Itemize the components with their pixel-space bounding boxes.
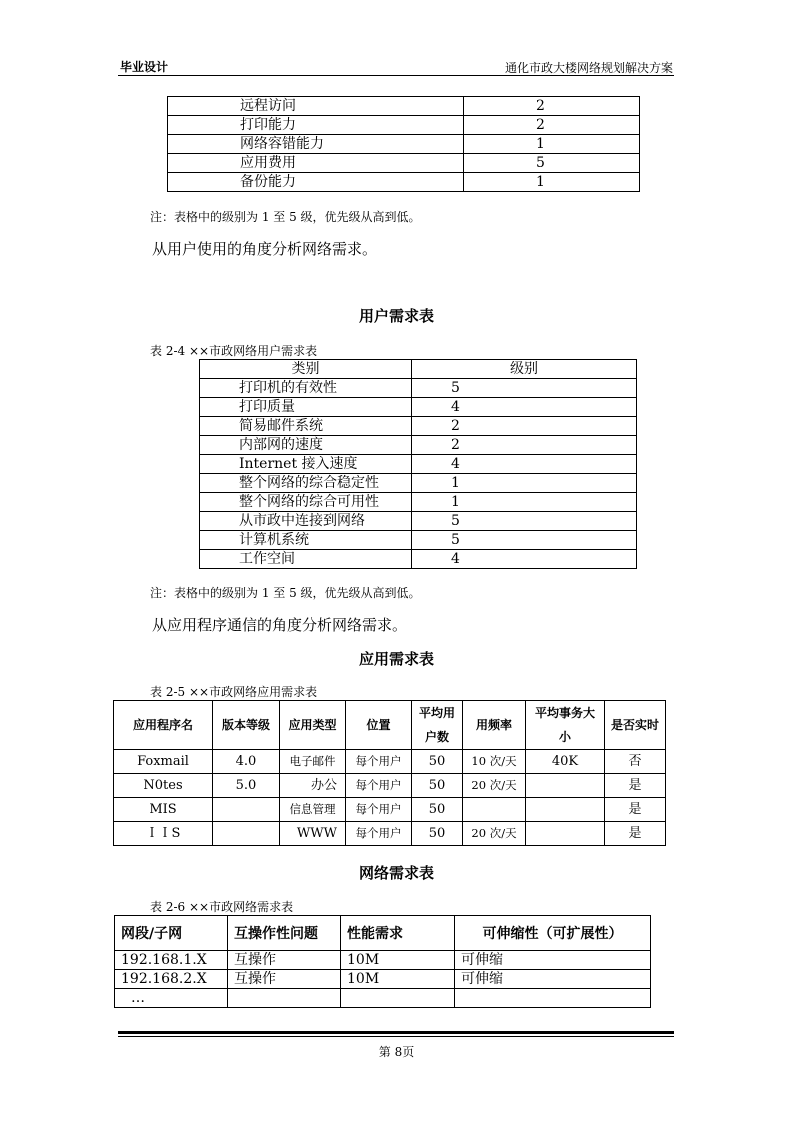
column-header: 性能需求 bbox=[341, 916, 455, 951]
table-cell: 50 bbox=[412, 798, 463, 822]
table-cell: 信息管理 bbox=[280, 798, 346, 822]
table-cell: 20 次/天 bbox=[463, 822, 526, 846]
table-cell: 简易邮件系统 bbox=[200, 417, 412, 436]
table-cell: Internet 接入速度 bbox=[200, 455, 412, 474]
table-caption-app: 表 2-5 ××市政网络应用需求表 bbox=[150, 685, 318, 699]
table-row bbox=[200, 379, 637, 398]
table-row bbox=[200, 417, 637, 436]
table-cell bbox=[526, 774, 605, 798]
column-header: 应用类型 bbox=[280, 701, 346, 750]
table-cell: 2 bbox=[412, 417, 637, 436]
requirements-table-continued bbox=[167, 96, 640, 192]
table-cell: N0tes bbox=[114, 774, 213, 798]
table-cell: 5 bbox=[412, 531, 637, 550]
table-cell: Foxmail bbox=[114, 750, 213, 774]
header-divider bbox=[118, 75, 674, 76]
column-header: 网段/子网 bbox=[115, 916, 228, 951]
table-cell: 2 bbox=[412, 436, 637, 455]
table-cell: 应用费用 bbox=[168, 154, 464, 173]
table-cell: 20 次/天 bbox=[463, 774, 526, 798]
table-cell: 整个网络的综合稳定性 bbox=[200, 474, 412, 493]
table-cell: 远程访问 bbox=[168, 97, 464, 116]
table-row bbox=[200, 436, 637, 455]
table-cell bbox=[341, 989, 455, 1008]
table-header-row bbox=[114, 701, 666, 750]
table-cell: 计算机系统 bbox=[200, 531, 412, 550]
table-cell: 打印机的有效性 bbox=[200, 379, 412, 398]
application-requirements-table bbox=[113, 700, 666, 846]
table-note: 注：表格中的级别为 1 至 5 级，优先级从高到低。 bbox=[150, 210, 421, 224]
header-right-title: 通化市政大楼网络规划解决方案 bbox=[504, 61, 673, 75]
table-cell: 每个用户 bbox=[346, 822, 412, 846]
table-cell: 否 bbox=[605, 750, 666, 774]
table-cell: … bbox=[115, 989, 228, 1008]
table-cell: 互操作 bbox=[228, 970, 341, 989]
column-header: 互操作性问题 bbox=[228, 916, 341, 951]
table-header-row bbox=[200, 360, 637, 379]
table-cell: 10M bbox=[341, 970, 455, 989]
table-cell: 可伸缩 bbox=[455, 951, 651, 970]
table-cell: 10 次/天 bbox=[463, 750, 526, 774]
table-row bbox=[115, 989, 651, 1008]
table-cell bbox=[463, 798, 526, 822]
table-cell: 网络容错能力 bbox=[168, 135, 464, 154]
table-row bbox=[168, 135, 640, 154]
footer-divider-thin bbox=[118, 1036, 674, 1037]
table-cell: 1 bbox=[464, 173, 640, 192]
table-cell: 可伸缩 bbox=[455, 970, 651, 989]
table-cell: 1 bbox=[412, 493, 637, 512]
table-row bbox=[200, 512, 637, 531]
table-cell: 50 bbox=[412, 822, 463, 846]
column-header: 用频率 bbox=[463, 701, 526, 750]
section-title-app: 应用需求表 bbox=[358, 650, 434, 668]
table-row bbox=[168, 97, 640, 116]
table-row bbox=[200, 493, 637, 512]
table-note: 注：表格中的级别为 1 至 5 级，优先级从高到低。 bbox=[150, 586, 421, 600]
user-requirements-table bbox=[199, 359, 637, 569]
column-header: 版本等级 bbox=[213, 701, 280, 750]
table-row bbox=[200, 550, 637, 569]
table-row bbox=[200, 398, 637, 417]
table-cell: 4 bbox=[412, 455, 637, 474]
table-cell: ＩＩS bbox=[114, 822, 213, 846]
column-header: 平均用户数 bbox=[412, 701, 463, 750]
table-cell: 打印能力 bbox=[168, 116, 464, 135]
column-header: 应用程序名 bbox=[114, 701, 213, 750]
table-cell: 50 bbox=[412, 750, 463, 774]
section-title-user: 用户需求表 bbox=[358, 307, 434, 325]
table-cell: 每个用户 bbox=[346, 798, 412, 822]
column-header: 位置 bbox=[346, 701, 412, 750]
table-cell: 192.168.1.X bbox=[115, 951, 228, 970]
table-cell: 1 bbox=[464, 135, 640, 154]
table-cell bbox=[526, 798, 605, 822]
table-cell: 192.168.2.X bbox=[115, 970, 228, 989]
network-requirements-table bbox=[114, 915, 651, 1008]
table-row bbox=[200, 474, 637, 493]
table-row bbox=[168, 116, 640, 135]
table-cell: 是 bbox=[605, 822, 666, 846]
table-cell: 互操作 bbox=[228, 951, 341, 970]
table-cell: 50 bbox=[412, 774, 463, 798]
table-cell: 每个用户 bbox=[346, 774, 412, 798]
table-cell: 40K bbox=[526, 750, 605, 774]
section-title-net: 网络需求表 bbox=[358, 864, 434, 882]
table-cell: 整个网络的综合可用性 bbox=[200, 493, 412, 512]
table-cell: 4.0 bbox=[213, 750, 280, 774]
table-cell: 5 bbox=[412, 379, 637, 398]
table-row bbox=[114, 798, 666, 822]
table-cell: 4 bbox=[412, 550, 637, 569]
page-number: 第 8页 bbox=[378, 1045, 415, 1059]
footer-divider-thick bbox=[118, 1031, 674, 1034]
table-cell: 从市政中连接到网络 bbox=[200, 512, 412, 531]
table-caption-net: 表 2-6 ××市政网络需求表 bbox=[150, 900, 294, 914]
table-row bbox=[168, 154, 640, 173]
column-header: 是否实时 bbox=[605, 701, 666, 750]
table-cell: 2 bbox=[464, 116, 640, 135]
table-cell: 4 bbox=[412, 398, 637, 417]
table-cell: 5.0 bbox=[213, 774, 280, 798]
column-header: 类别 bbox=[200, 360, 412, 379]
paragraph: 从应用程序通信的角度分析网络需求。 bbox=[152, 616, 408, 634]
table-cell: 打印质量 bbox=[200, 398, 412, 417]
table-row bbox=[114, 774, 666, 798]
column-header: 级别 bbox=[412, 360, 637, 379]
table-row bbox=[115, 951, 651, 970]
table-cell: WWW bbox=[280, 822, 346, 846]
table-row bbox=[114, 822, 666, 846]
table-cell: 5 bbox=[412, 512, 637, 531]
table-row bbox=[114, 750, 666, 774]
table-cell bbox=[455, 989, 651, 1008]
table-cell: 工作空间 bbox=[200, 550, 412, 569]
table-row bbox=[115, 970, 651, 989]
column-header: 平均事务大小 bbox=[526, 701, 605, 750]
table-cell bbox=[526, 822, 605, 846]
table-row bbox=[200, 531, 637, 550]
column-header: 可伸缩性（可扩展性） bbox=[455, 916, 651, 951]
table-header-row bbox=[115, 916, 651, 951]
table-cell: 电子邮件 bbox=[280, 750, 346, 774]
table-cell: 备份能力 bbox=[168, 173, 464, 192]
table-cell: 每个用户 bbox=[346, 750, 412, 774]
table-cell: 2 bbox=[464, 97, 640, 116]
table-cell bbox=[213, 798, 280, 822]
table-cell: 5 bbox=[464, 154, 640, 173]
table-row bbox=[168, 173, 640, 192]
table-cell bbox=[228, 989, 341, 1008]
table-cell bbox=[213, 822, 280, 846]
table-cell: MIS bbox=[114, 798, 213, 822]
table-caption-user: 表 2-4 ××市政网络用户需求表 bbox=[150, 344, 318, 358]
table-cell: 10M bbox=[341, 951, 455, 970]
table-cell: 是 bbox=[605, 798, 666, 822]
table-cell: 1 bbox=[412, 474, 637, 493]
table-cell: 办公 bbox=[280, 774, 346, 798]
paragraph: 从用户使用的角度分析网络需求。 bbox=[152, 240, 378, 258]
table-cell: 内部网的速度 bbox=[200, 436, 412, 455]
table-row bbox=[200, 455, 637, 474]
table-cell: 是 bbox=[605, 774, 666, 798]
header-left-title: 毕业设计 bbox=[120, 60, 169, 74]
